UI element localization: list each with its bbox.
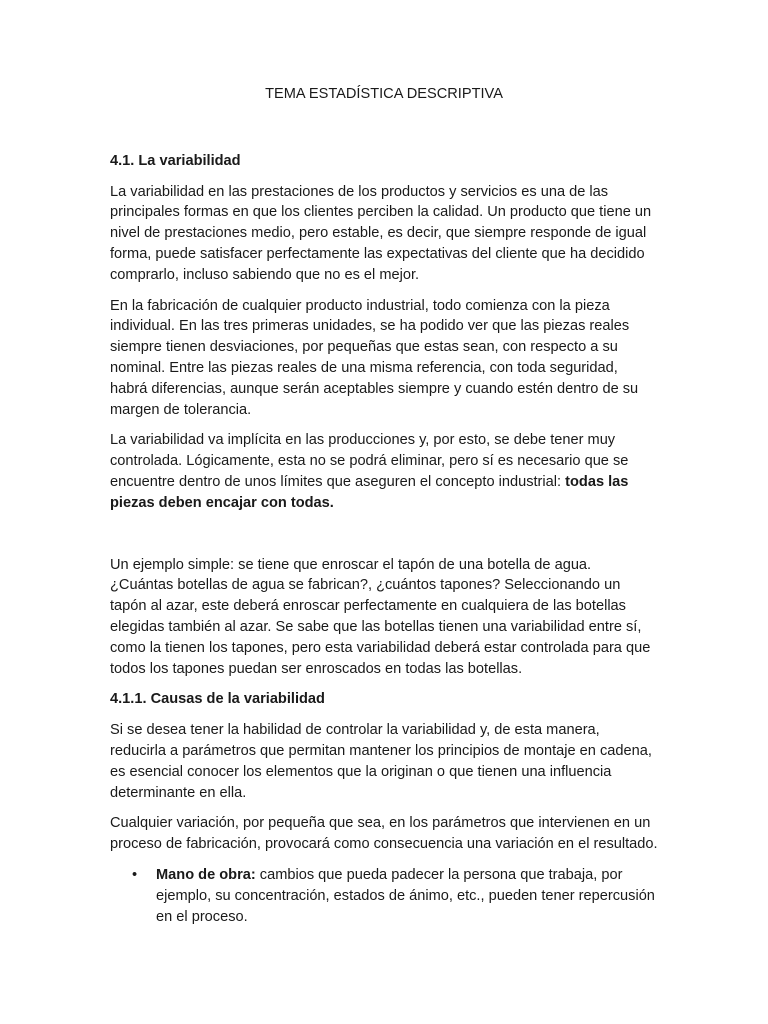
- paragraph-text: La variabilidad va implícita en las producciones y, por esto, se debe tener muy controlada. Lógicamente, esta no se podrá eliminar, pero sí es necesario que se encuentre dentro de unos límites que aseguren el concepto industrial:: [110, 432, 629, 490]
- section-heading: 4.1. La variabilidad: [110, 152, 241, 169]
- paragraph: [110, 430, 658, 513]
- document-body: [110, 84, 658, 927]
- paragraph: Cualquier variación, por pequeña que sea, en los parámetros que intervienen en un proceso de fabricación, provocará como consecuencia una variación en el resultado.: [110, 815, 658, 853]
- paragraph-bold-text: todas las piezas deben encajar con todas.: [110, 473, 629, 511]
- paragraph: En la fabricación de cualquier producto industrial, todo comienza con la pieza individual. En las tres primeras unidades, se ha podido ver que las piezas reales siempre tienen desviaciones, por pequeñas que estas sean, con respecto a su nominal. Entre las piezas reales de una misma referencia, con toda seguridad, habrá diferencias, aunque serán aceptables siempre y cuando estén dentro de su margen de tolerancia.: [110, 297, 639, 418]
- document-title: TEMA ESTADÍSTICA DESCRIPTIVA: [265, 86, 503, 102]
- paragraph: Si se desea tener la habilidad de controlar la variabilidad y, de esta manera, reducirla a parámetros que permitan mantener los principios de montaje en cadena, es esencial conocer los elementos que la originan o que tienen una influencia determinante en ella.: [110, 722, 652, 801]
- paragraph: Un ejemplo simple: se tiene que enroscar el tapón de una botella de agua. ¿Cuántas botellas de agua se fabrican?, ¿cuántos tapones? Seleccionando un tapón al azar, este deberá enroscar perfectamente en cualquiera de las botellas elegidas también al azar. Se sabe que las botellas tienen una variabilidad entre sí, como la tienen los tapones, pero esta variabilidad deberá estar controlada para que todos los tapones puedan ser enroscados en todas las botellas.: [110, 556, 651, 677]
- spacer: [110, 524, 658, 555]
- bullet-list: [110, 865, 658, 927]
- list-item-label: Mano de obra:: [156, 866, 256, 883]
- list-item-text: cambios que pueda padecer la persona que trabaja, por ejemplo, su concentración, estados de ánimo, etc., pueden tener repercusión en el proceso.: [156, 866, 655, 925]
- subsection-heading: 4.1.1. Causas de la variabilidad: [110, 691, 325, 708]
- bullet-icon: •: [132, 866, 138, 883]
- paragraph: La variabilidad en las prestaciones de los productos y servicios es una de las principales formas en que los clientes perciben la calidad. Un producto que tiene un nivel de prestaciones medio, pero estable, es decir, que siempre responde de igual forma, puede satisfacer perfectamente las expectativas del cliente que ha decidido comprarlo, incluso sabiendo que no es el mejor.: [110, 183, 652, 283]
- list-item: [132, 865, 658, 927]
